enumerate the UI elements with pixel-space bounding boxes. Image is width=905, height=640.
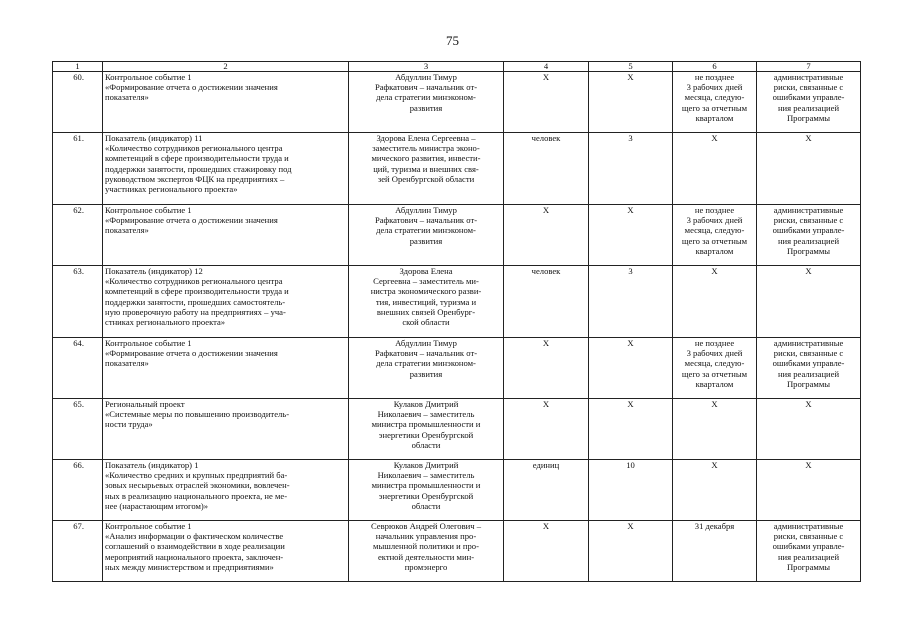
column-header: 5 bbox=[589, 62, 673, 72]
row-number: 64. bbox=[53, 338, 103, 399]
page-number: 75 bbox=[446, 33, 459, 48]
row-number: 63. bbox=[53, 266, 103, 338]
row-number: 62. bbox=[53, 205, 103, 266]
responsible-person: Абдуллин Тимур Рафкатович – начальник от- дела стратегии минэконом- развития bbox=[349, 205, 504, 266]
risks-cell: Х bbox=[757, 133, 861, 205]
event-name: Показатель (индикатор) 12 «Количество сотрудников регионального центра компетенций в сфере производительности труда и поддержки занятости, прошедших самостоятель- ную проверочную работу на предприятиях – уча- стниках регионального проекта» bbox=[103, 266, 349, 338]
event-name: Показатель (индикатор) 11 «Количество сотрудников регионального центра компетенций в сфере производительности труда и поддержки занятости, прошедших стажировку под руководством экспертов ФЦК на предприятиях – участниках регионального проекта» bbox=[103, 133, 349, 205]
column-header: 6 bbox=[673, 62, 757, 72]
risks-cell: административные риски, связанные с ошибками управле- ния реализацией Программы bbox=[757, 205, 861, 266]
deadline-cell: не позднее 3 рабочих дней месяца, следую- щего за отчетным кварталом bbox=[673, 72, 757, 133]
event-name: Показатель (индикатор) 1 «Количество средних и крупных предприятий ба- зовых несырьевых отраслей экономики, вовлечен- ных в реализацию национального проекта, не ме- нее (нарастающим итогом)» bbox=[103, 460, 349, 521]
deadline-cell: Х bbox=[673, 460, 757, 521]
unit-cell: единиц bbox=[504, 460, 589, 521]
value-cell: Х bbox=[589, 338, 673, 399]
unit-cell: Х bbox=[504, 338, 589, 399]
unit-cell: человек bbox=[504, 266, 589, 338]
document-table bbox=[52, 61, 861, 582]
responsible-person: Абдуллин Тимур Рафкатович – начальник от- дела стратегии минэконом- развития bbox=[349, 338, 504, 399]
event-name: Контрольное событие 1 «Формирование отчета о достижении значения показателя» bbox=[103, 72, 349, 133]
table-row bbox=[53, 460, 861, 521]
table-row bbox=[53, 72, 861, 133]
value-cell: 10 bbox=[589, 460, 673, 521]
deadline-cell: не позднее 3 рабочих дней месяца, следую- щего за отчетным кварталом bbox=[673, 205, 757, 266]
unit-cell: Х bbox=[504, 399, 589, 460]
responsible-person: Кулаков Дмитрий Николаевич – заместитель министра промышленности и энергетики Оренбургской области bbox=[349, 399, 504, 460]
risks-cell: административные риски, связанные с ошибками управле- ния реализацией Программы bbox=[757, 521, 861, 582]
row-number: 60. bbox=[53, 72, 103, 133]
event-name: Контрольное событие 1 «Формирование отчета о достижении значения показателя» bbox=[103, 205, 349, 266]
risks-cell: административные риски, связанные с ошибками управле- ния реализацией Программы bbox=[757, 338, 861, 399]
value-cell: 3 bbox=[589, 133, 673, 205]
responsible-person: Здорова Елена Сергеевна – заместитель министра эконо- мического развития, инвести- ций, туризма и внешних свя- зей Оренбургской области bbox=[349, 133, 504, 205]
row-number: 65. bbox=[53, 399, 103, 460]
risks-cell: административные риски, связанные с ошибками управле- ния реализацией Программы bbox=[757, 72, 861, 133]
deadline-cell: Х bbox=[673, 399, 757, 460]
value-cell: Х bbox=[589, 205, 673, 266]
deadline-cell: Х bbox=[673, 266, 757, 338]
column-number-row bbox=[53, 62, 861, 72]
row-number: 67. bbox=[53, 521, 103, 582]
unit-cell: Х bbox=[504, 205, 589, 266]
value-cell: Х bbox=[589, 521, 673, 582]
unit-cell: человек bbox=[504, 133, 589, 205]
unit-cell: Х bbox=[504, 72, 589, 133]
risks-cell: Х bbox=[757, 460, 861, 521]
table-row bbox=[53, 133, 861, 205]
table-row bbox=[53, 266, 861, 338]
row-number: 66. bbox=[53, 460, 103, 521]
deadline-cell: не позднее 3 рабочих дней месяца, следую- щего за отчетным кварталом bbox=[673, 338, 757, 399]
deadline-cell: 31 декабря bbox=[673, 521, 757, 582]
deadline-cell: Х bbox=[673, 133, 757, 205]
responsible-person: Здорова Елена Сергеевна – заместитель ми- нистра экономического разви- тия, инвестиций, туризма и внешних связей Оренбург- ской области bbox=[349, 266, 504, 338]
column-header: 7 bbox=[757, 62, 861, 72]
event-name: Региональный проект «Системные меры по повышению производитель- ности труда» bbox=[103, 399, 349, 460]
row-number: 61. bbox=[53, 133, 103, 205]
value-cell: Х bbox=[589, 399, 673, 460]
value-cell: 3 bbox=[589, 266, 673, 338]
risks-cell: Х bbox=[757, 399, 861, 460]
column-header: 1 bbox=[53, 62, 103, 72]
table-row bbox=[53, 399, 861, 460]
value-cell: Х bbox=[589, 72, 673, 133]
risks-cell: Х bbox=[757, 266, 861, 338]
table-row bbox=[53, 338, 861, 399]
responsible-person: Абдуллин Тимур Рафкатович – начальник от- дела стратегии минэконом- развития bbox=[349, 72, 504, 133]
table-row bbox=[53, 521, 861, 582]
column-header: 4 bbox=[504, 62, 589, 72]
responsible-person: Севрюков Андрей Олегович – начальник управления про- мышленной политики и про- ектной деятельности мин- промэнерго bbox=[349, 521, 504, 582]
unit-cell: Х bbox=[504, 521, 589, 582]
responsible-person: Кулаков Дмитрий Николаевич – заместитель министра промышленности и энергетики Оренбургской области bbox=[349, 460, 504, 521]
column-header: 3 bbox=[349, 62, 504, 72]
event-name: Контрольное событие 1 «Анализ информации о фактическом количестве соглашений о взаимодействии в ходе реализации мероприятий национального проекта, заключен- ных между министерством и предприятиями» bbox=[103, 521, 349, 582]
event-name: Контрольное событие 1 «Формирование отчета о достижении значения показателя» bbox=[103, 338, 349, 399]
table-row bbox=[53, 205, 861, 266]
column-header: 2 bbox=[103, 62, 349, 72]
